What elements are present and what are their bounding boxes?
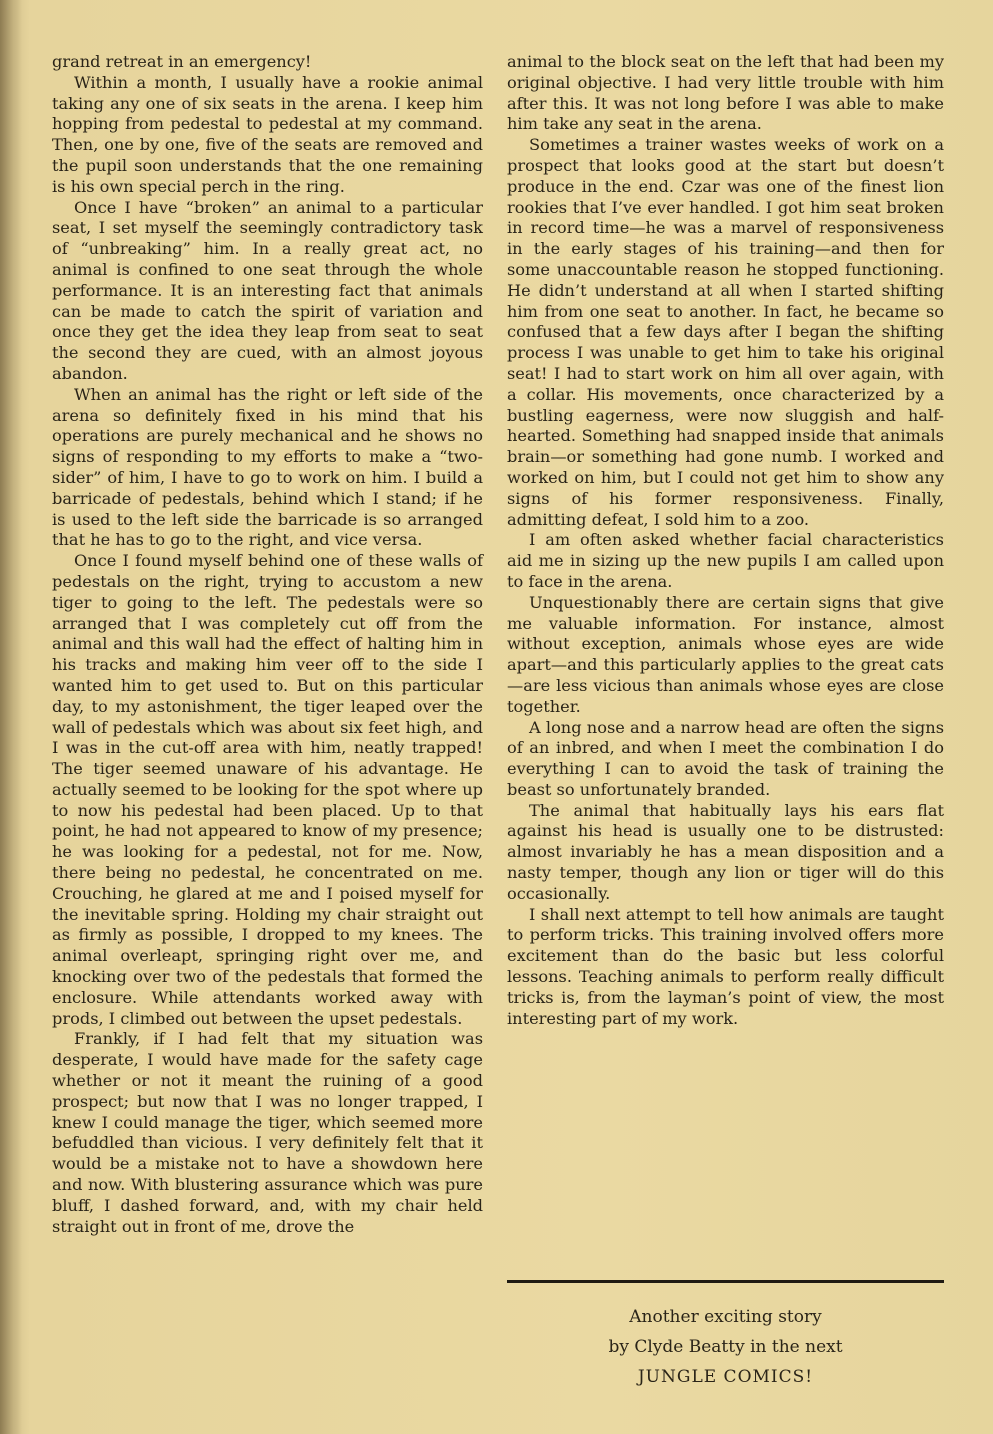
promo-magazine-title: JUNGLE COMICS! [637, 1367, 814, 1387]
paragraph: A long nose and a narrow head are often the signs of an inbred, and when I meet the combination I do everything I can to avoid the task of training the beast so unfortunately branded. [507, 717, 944, 799]
promo-line: Another exciting story [629, 1307, 822, 1327]
paragraph: Sometimes a trainer wastes weeks of work on a prospect that looks good at the start but doesn’t produce in the end. Czar was one of the finest lion rookies that I’ve ever handled. I got him seat broken in record time—he was a marvel of responsiveness in the early stages of his training—and then for some unaccountable reason he stopped functioning. He didn’t understand at all when I started shifting him from one seat to another. In fact, he became so confused that a few days after I began the shifting process I was unable to get him to take his original seat! I had to start work on him all over again, with a collar. His movements, once characterized by a bustling eagerness, were now sluggish and half-hearted. Something had snapped inside that animals brain—or something had gone numb. I worked and worked on him, but I could not get him to show any signs of his former responsiveness. Finally, admitting defeat, I sold him to a zoo. [507, 135, 944, 529]
promo-line: by Clyde Beatty in the next [608, 1337, 843, 1357]
paragraph: I shall next attempt to tell how animals are taught to perform tricks. This training involved offers more excitement than do the basic but less colorful lessons. Teaching animals to perform really difficult tricks is, from the layman’s point of view, the most interesting part of my work. [507, 904, 944, 1028]
paragraph: Within a month, I usually have a rookie animal taking any one of six seats in the arena. I keep him hopping from pedestal to pedestal at my command. Then, one by one, five of the seats are removed and the pupil soon understands that the one remaining is his own special perch in the ring. [52, 72, 483, 196]
paragraph: Frankly, if I had felt that my situation was desperate, I would have made for the safety cage whether or not it meant the ruining of a good prospect; but now that I was no longer trapped, I knew I could manage the tiger, which seemed more befuddled than vicious. I very definitely felt that it would be a mistake not to have a showdown here and now. With blustering assurance which was pure bluff, I dashed forward, and, with my chair held straight out in front of me, drove the [52, 1029, 483, 1236]
article-column-right [507, 52, 944, 1029]
paragraph: Once I found myself behind one of these walls of pedestals on the right, trying to accustom a new tiger to going to the left. The pedestals were so arranged that I was completely cut off from the animal and this wall had the effect of halting him in his tracks and making him veer off to the side I wanted him to get used to. But on this particular day, to my astonishment, the tiger leaped over the wall of pedestals which was about six feet high, and I was in the cut-off area with him, neatly trapped! The tiger seemed unaware of his advantage. He actually seemed to be looking for the spot where up to now his pedestal had been placed. Up to that point, he had not appeared to know of my presence; he was looking for a pedestal, not for me. Now, there being no pedestal, he concentrated on me. Crouching, he glared at me and I poised myself for the inevitable spring. Holding my chair straight out as firmly as possible, I dropped to my knees. The animal overleapt, springing right over me, and knocking over two of the pedestals that formed the enclosure. While attendants worked away with prods, I climbed out between the upset pedestals. [52, 551, 483, 1028]
paragraph: Unquestionably there are certain signs that give me valuable information. For instance, almost without exception, animals whose eyes are wide apart—and this particularly applies to the great cats—are less vicious than animals whose eyes are close together. [507, 592, 944, 716]
next-issue-promo [507, 1302, 944, 1392]
paragraph: animal to the block seat on the left that had been my original objective. I had very little trouble with him after this. It was not long before I was able to make him take any seat in the arena. [507, 52, 944, 134]
paragraph: grand retreat in an emergency! [52, 52, 312, 71]
paragraph: Once I have “broken” an animal to a particular seat, I set myself the seemingly contradictory task of “unbreaking” him. In a really great act, no animal is confined to one seat through the whole performance. It is an interesting fact that animals can be made to catch the spirit of variation and once they get the idea they leap from seat to seat the second they are cued, with an almost joyous abandon. [52, 197, 483, 383]
paragraph: When an animal has the right or left side of the arena so definitely fixed in his mind that his operations are purely mechanical and he shows no signs of responding to my efforts to make a “two-sider” of him, I have to go to work on him. I build a barricade of pedestals, behind which I stand; if he is used to the left side the barricade is so arranged that he has to go to the right, and vice versa. [52, 384, 483, 550]
paragraph: The animal that habitually lays his ears flat against his head is usually one to be distrusted: almost invariably he has a mean disposition and a nasty temper, though any lion or tiger will do this occasionally. [507, 800, 944, 903]
section-divider [507, 1280, 944, 1283]
article-column-left [52, 52, 483, 1237]
paragraph: I am often asked whether facial characteristics aid me in sizing up the new pupils I am called upon to face in the arena. [507, 530, 944, 591]
page-spine-shadow [0, 0, 22, 1434]
